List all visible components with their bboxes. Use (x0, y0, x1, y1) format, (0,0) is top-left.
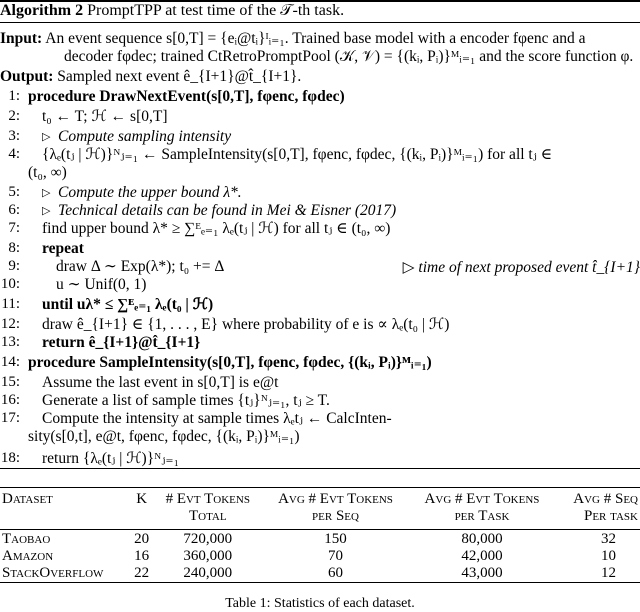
comment-triangle-icon: ▷ (42, 187, 51, 199)
column-header-4 (262, 491, 408, 525)
algorithm-step-9 (0, 240, 640, 258)
header-line-2: Total (188, 508, 227, 524)
table-cell: 20 (134, 531, 150, 547)
header-line-1: # Evt Tokens (165, 491, 250, 507)
line-text: draw Δ ∼ Exp(λ*); t₀ += Δ (56, 258, 225, 275)
table-cell: 32 (601, 531, 616, 547)
algorithm-step-13 (0, 316, 640, 334)
algorithm-caption: PromptTPP at test time of the 𝒯-th task. (87, 2, 345, 19)
line-number: 1: (8, 88, 20, 104)
algorithm-step-7 (0, 202, 640, 220)
line-text: procedure SampleIntensity(s[0,T], fφenc, fφdec, {(kᵢ, Pᵢ)}ᴹᵢ₌₁) (28, 354, 432, 371)
table-cell: 42,000 (461, 548, 503, 564)
line-number: 16: (0, 392, 20, 408)
line-text: Compute the upper bound λ*. (58, 184, 242, 201)
column-header-6 (555, 491, 640, 525)
table-cell: 43,000 (461, 565, 503, 581)
column-header-3 (153, 491, 262, 525)
column-header-1 (0, 491, 130, 525)
table-cell: 150 (324, 531, 347, 547)
algorithm-step-8 (0, 220, 640, 238)
line-number: 3: (8, 128, 20, 144)
line-text: u ∼ Unif(0, 1) (56, 276, 147, 293)
table-bottom-rule (0, 582, 640, 583)
header-line-2: per Task (454, 508, 510, 524)
line-number: 7: (8, 220, 20, 236)
table-cell: 12 (601, 565, 616, 581)
algorithm-step-18 (0, 410, 640, 428)
line-text: until uλ* ≤ ∑ᴱₑ₌₁ λₑ(t₀ | ℋ) (42, 296, 214, 313)
line-text: t₀ ← T; ℋ ← s[0,T] (42, 108, 168, 125)
algorithm-step-19 (0, 428, 640, 446)
line-number: 13: (0, 334, 20, 350)
table-cell: Taobao (2, 531, 51, 547)
table-cell: 240,000 (183, 565, 233, 581)
line-number: 10: (0, 276, 20, 292)
table-row (0, 565, 640, 582)
algorithm-step-12 (0, 296, 640, 314)
line-number: 5: (8, 184, 20, 200)
table-row (0, 548, 640, 565)
algorithm-step-6 (0, 184, 640, 202)
table-cell: StackOverflow (2, 565, 104, 581)
header-line-1: Avg # Seq (573, 491, 638, 507)
table-caption: Table 1: Statistics of each dataset. (225, 596, 415, 611)
line-text: Technical details can be found in Mei & Eisner (2017) (58, 202, 397, 219)
table-row (0, 531, 640, 548)
line-text: find upper bound λ* ≥ ∑ᴱₑ₌₁ λₑ(tⱼ | ℋ) for all tⱼ ∈ (t₀, ∞) (42, 220, 391, 237)
algorithm-step-5 (0, 164, 640, 182)
column-header-5 (409, 491, 555, 525)
algorithm-step-16 (0, 374, 640, 392)
algorithm-step-15 (0, 354, 640, 372)
algorithm-label: Algorithm 2 (0, 2, 84, 19)
table-cell: 70 (327, 548, 343, 564)
line-number: 9: (8, 258, 20, 274)
table-cell: 22 (134, 565, 150, 581)
table-header-row (0, 491, 640, 525)
comment-triangle-icon: ▷ (42, 131, 51, 143)
dataset-statistics-table (0, 491, 640, 582)
table-cell: 16 (134, 548, 150, 564)
algorithm-title-rule (0, 22, 640, 23)
header-line-1: Avg # Evt Tokens (278, 491, 393, 507)
line-text: draw ê_{I+1} ∈ {1, . . . , E} where probability of e is ∝ λₑ(t₀ | ℋ) (42, 316, 450, 333)
line-text: return ê_{I+1}@t̂_{I+1} (42, 334, 201, 351)
line-number: 11: (1, 296, 20, 312)
table-cell: 720,000 (183, 531, 233, 547)
output-line: Output: Sampled next event ê_{I+1}@t̂_{I+1}. (0, 68, 302, 85)
line-text: return {λₑ(tⱼ | ℋ)}ᴺⱼ₌₁ (42, 450, 179, 467)
table-cell: 60 (327, 565, 343, 581)
line-text: Generate a list of sample times {tⱼ}ᴺⱼ₌₁, tⱼ ≥ T. (42, 392, 330, 409)
comment-triangle-icon: ▷ (42, 205, 51, 217)
table-top-rule (0, 487, 640, 488)
algorithm-step-20 (0, 450, 640, 468)
algorithm-title (0, 2, 344, 20)
line-number: 18: (0, 450, 20, 466)
algorithm-step-1 (0, 88, 640, 106)
algorithm-step-3 (0, 128, 640, 146)
algorithm-step-10 (0, 258, 640, 276)
input-line-2: decoder fφdec; trained CtRetroPromptPool (𝒦, 𝒱) = {(kᵢ, Pᵢ)}ᴹᵢ₌₁ and the score function φ. (64, 48, 634, 65)
table-cell: 10 (601, 548, 616, 564)
line-number: 4: (8, 146, 20, 162)
header-line-2: per Seq (312, 508, 359, 524)
algorithm-bottom-rule (0, 468, 640, 469)
line-number: 6: (8, 202, 20, 218)
algorithm-step-2 (0, 108, 640, 126)
line-text: Assume the last event in s[0,T] is e@t (42, 374, 279, 391)
input-line-1: Input: An event sequence s[0,T] = {eᵢ@tᵢ}ᴵᵢ₌₁. Trained base model with a encoder fφenc and a (0, 30, 586, 47)
header-line-1: Dataset (2, 491, 53, 507)
line-number: 2: (8, 108, 20, 124)
table-body (0, 525, 640, 582)
header-line-2: Per task (584, 508, 638, 524)
header-line-1: K (136, 491, 148, 507)
line-number: 8: (8, 240, 20, 256)
line-number: 17: (0, 410, 20, 426)
algorithm-step-14 (0, 334, 640, 352)
line-number: 12: (0, 316, 20, 332)
algorithm-step-17 (0, 392, 640, 410)
line-text: Compute sampling intensity (58, 128, 232, 145)
line-number: 14: (0, 354, 20, 370)
header-line-2 (2, 508, 128, 525)
line-text: {λₑ(tⱼ | ℋ)}ᴺⱼ₌₁ ← SampleIntensity(s[0,T], fφenc, fφdec, {(kᵢ, Pᵢ)}ᴹᵢ₌₁) for all tⱼ ∈ (42, 146, 553, 163)
line-text: sity(s[0,t], e@t, fφenc, fφdec, {(kᵢ, Pᵢ)}ᴹᵢ₌₁) (28, 428, 300, 445)
line-number: 15: (0, 374, 20, 390)
header-line-1: Avg # Evt Tokens (424, 491, 540, 507)
line-text: repeat (42, 240, 84, 257)
line-text: Compute the intensity at sample times λₑtⱼ ← CalcInten- (42, 410, 392, 427)
table-cell: 360,000 (183, 548, 233, 564)
line-text: (t₀, ∞) (28, 164, 67, 181)
table-header-rule (0, 529, 640, 530)
line-text: procedure DrawNextEvent(s[0,T], fφenc, fφdec) (28, 88, 345, 105)
table-cell: Amazon (2, 548, 54, 564)
table-cell: 80,000 (461, 531, 503, 547)
header-line-2 (132, 508, 151, 525)
column-header-2 (130, 491, 153, 525)
algorithm-step-4 (0, 146, 640, 164)
line-9-comment: ▷ time of next proposed event t̂_{I+1} (402, 259, 640, 276)
algorithm-step-11 (0, 276, 640, 294)
